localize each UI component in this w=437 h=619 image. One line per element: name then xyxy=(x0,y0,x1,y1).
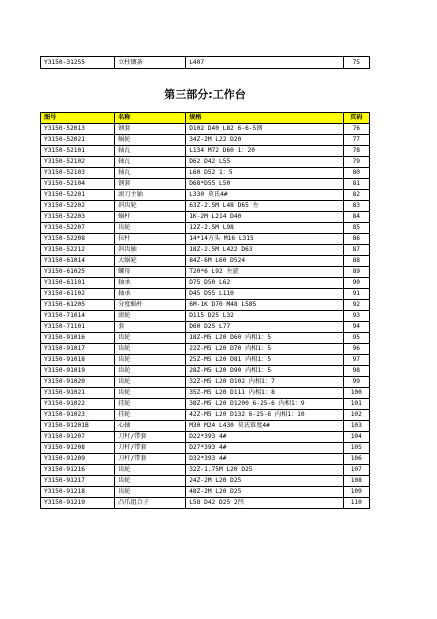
page-number: 92 xyxy=(343,300,369,311)
part-code: Y3150-91217 xyxy=(41,476,115,487)
part-code: Y3150-52212 xyxy=(41,245,115,256)
part-code: Y3150-91218 xyxy=(41,487,115,498)
page-number: 97 xyxy=(343,355,369,366)
part-name: 刀杆/带套 xyxy=(115,454,186,465)
table-row xyxy=(41,223,370,234)
part-code: Y3150-52013 xyxy=(41,124,115,135)
part-spec: 6M-1K D70 M48 L585 xyxy=(186,300,343,311)
part-spec: 32Z-M5 L20 D102 内相1：7 xyxy=(186,377,343,388)
part-name: 轴承 xyxy=(115,289,186,300)
table-row xyxy=(41,388,370,399)
part-code: Y3150-91020 xyxy=(41,377,115,388)
page-number: 80 xyxy=(343,168,369,179)
part-code: Y3150-52208 xyxy=(41,234,115,245)
part-name: 齿轮 xyxy=(115,388,186,399)
table-row xyxy=(41,454,370,465)
part-name: 斜齿轴 xyxy=(115,245,186,256)
page-number: 103 xyxy=(343,421,369,432)
page-number: 94 xyxy=(343,322,369,333)
part-code: Y3150-91022 xyxy=(41,399,115,410)
table-row xyxy=(41,366,370,377)
table-row xyxy=(41,256,370,267)
page-number: 85 xyxy=(343,223,369,234)
part-code: Y3150-71101 xyxy=(41,322,115,333)
part-spec: 42Z-M5 L20 D132 6-25-6 内相1：10 xyxy=(186,410,343,421)
page-number: 84 xyxy=(343,212,369,223)
table-row xyxy=(41,201,370,212)
page-number: 89 xyxy=(343,267,369,278)
part-spec: L134 M72 D60 1：20 xyxy=(186,146,343,157)
table-row xyxy=(41,311,370,322)
part-name: 齿轮 xyxy=(115,333,186,344)
part-spec: D60 D25 L77 xyxy=(186,322,343,333)
page-number: 109 xyxy=(343,487,369,498)
part-spec: D102 D40 L82 6-6-5钢 xyxy=(186,124,343,135)
part-code: Y3150-91023 xyxy=(41,410,115,421)
part-spec: 22Z-M5 L20 D70 内相1：5 xyxy=(186,344,343,355)
page-number: 106 xyxy=(343,454,369,465)
table-row xyxy=(41,168,370,179)
table-row xyxy=(41,410,370,421)
part-name: 钢套 xyxy=(115,179,186,190)
part-code: Y3150-52203 xyxy=(41,212,115,223)
part-spec: 63Z-2.5M L48 D65 左 xyxy=(186,201,343,212)
page-number: 98 xyxy=(343,366,369,377)
table-row xyxy=(41,344,370,355)
page-number: 102 xyxy=(343,410,369,421)
page-number: 99 xyxy=(343,377,369,388)
part-spec: 24Z-2M L20 D25 xyxy=(186,476,343,487)
table-header-row xyxy=(41,113,370,124)
part-code: Y3150-61205 xyxy=(41,300,115,311)
page-number: 105 xyxy=(343,443,369,454)
part-name: 刀杆/带套 xyxy=(115,432,186,443)
part-name: 轴瓦 xyxy=(115,157,186,168)
part-spec: 38Z-M5 L20 D1200 6-25-6 内相1：9 xyxy=(186,399,343,410)
part-code: Y3150-91216 xyxy=(41,465,115,476)
part-spec: 84Z-6M L60 D524 xyxy=(186,256,343,267)
part-spec: 34Z-2M L22 D20 xyxy=(186,135,343,146)
table-row xyxy=(41,476,370,487)
part-name: 分度蜗杆 xyxy=(115,300,186,311)
table-row xyxy=(41,498,370,509)
part-name: 齿轮 xyxy=(115,223,186,234)
part-code: Y3150-52202 xyxy=(41,201,115,212)
part-spec: D45 D55 L110 xyxy=(186,289,343,300)
page-number: 95 xyxy=(343,333,369,344)
part-name: 轴承 xyxy=(115,278,186,289)
table-row xyxy=(41,432,370,443)
page-number: 75 xyxy=(343,57,369,69)
table-row xyxy=(41,57,370,69)
part-spec: 14*14方头 M16 L315 xyxy=(186,234,343,245)
part-name: 齿轮 xyxy=(115,377,186,388)
part-spec: L407 xyxy=(186,57,343,69)
part-name: 拉杆 xyxy=(115,234,186,245)
part-name: 滚刀主轴 xyxy=(115,190,186,201)
page-number: 82 xyxy=(343,190,369,201)
table-row xyxy=(41,333,370,344)
table-row xyxy=(41,377,370,388)
part-name: 凸爪组合子 xyxy=(115,498,186,509)
table-row xyxy=(41,322,370,333)
table-row xyxy=(41,487,370,498)
part-code: Y3150-91207 xyxy=(41,432,115,443)
part-name: 套 xyxy=(115,322,186,333)
part-code: Y3150-52104 xyxy=(41,179,115,190)
page-number: 108 xyxy=(343,476,369,487)
part-code: Y3150-61014 xyxy=(41,256,115,267)
part-spec: M30 M24 L430 莫氏锥度4# xyxy=(186,421,343,432)
table-row xyxy=(41,421,370,432)
part-code: Y3150-52101 xyxy=(41,146,115,157)
part-name: 斜齿轮 xyxy=(115,201,186,212)
part-spec: 32Z-1.75M L20 D25 xyxy=(186,465,343,476)
part-code: Y3150-91021 xyxy=(41,388,115,399)
header-page: 页码 xyxy=(343,113,369,124)
part-spec: 12Z-2.5M L98 xyxy=(186,223,343,234)
part-spec: 25Z-M5 L20 D81 内相1：5 xyxy=(186,355,343,366)
part-name: 蜗轮 xyxy=(115,135,186,146)
part-spec: D62 D42 L55 xyxy=(186,157,343,168)
part-code: Y3150-52103 xyxy=(41,168,115,179)
page-number: 87 xyxy=(343,245,369,256)
page-number: 83 xyxy=(343,201,369,212)
part-name: 立柱镶条 xyxy=(115,57,186,69)
table-row xyxy=(41,278,370,289)
table-row xyxy=(41,399,370,410)
page-number: 79 xyxy=(343,157,369,168)
part-name: 轴瓦 xyxy=(115,146,186,157)
part-spec: D27*393 4# xyxy=(186,443,343,454)
page-number: 88 xyxy=(343,256,369,267)
part-code: Y3150-61102 xyxy=(41,289,115,300)
part-spec: D115 D25 L32 xyxy=(186,311,343,322)
part-code: Y3150-91016 xyxy=(41,333,115,344)
part-code: Y3150-91208 xyxy=(41,443,115,454)
table-row xyxy=(41,146,370,157)
part-name: 轴瓦 xyxy=(115,168,186,179)
part-name: 挂轮 xyxy=(115,399,186,410)
table-row xyxy=(41,267,370,278)
page-number: 96 xyxy=(343,344,369,355)
part-name: 齿轮 xyxy=(115,366,186,377)
section-title: 第三部分:工作台 xyxy=(164,88,246,101)
part-spec: L58 D42 D25 2凹 xyxy=(186,498,343,509)
header-code: 图号 xyxy=(41,113,115,124)
header-spec: 规格 xyxy=(186,113,343,124)
table-row xyxy=(41,300,370,311)
page-number: 101 xyxy=(343,399,369,410)
part-code: Y3150-91209 xyxy=(41,454,115,465)
part-name: 螺母 xyxy=(115,267,186,278)
part-code: Y3150-31255 xyxy=(41,57,115,69)
part-spec: L60 D52 1：5 xyxy=(186,168,343,179)
part-name: 齿轮 xyxy=(115,465,186,476)
part-code: Y3150-52201 xyxy=(41,190,115,201)
page-number: 91 xyxy=(343,289,369,300)
table-row xyxy=(41,465,370,476)
table-row xyxy=(41,135,370,146)
page-number: 110 xyxy=(343,498,369,509)
part-name: 齿轮 xyxy=(115,476,186,487)
table-row xyxy=(41,212,370,223)
table-row xyxy=(41,245,370,256)
part-name: 齿轮 xyxy=(115,487,186,498)
part-name: 大蜗轮 xyxy=(115,256,186,267)
table-row xyxy=(41,124,370,135)
part-spec: D32*393 4# xyxy=(186,454,343,465)
table-row xyxy=(41,157,370,168)
table-row xyxy=(41,289,370,300)
table-row xyxy=(41,355,370,366)
page-number: 104 xyxy=(343,432,369,443)
part-spec: 28Z-M5 L20 D90 内相1：5 xyxy=(186,366,343,377)
page-number: 90 xyxy=(343,278,369,289)
page-number: 100 xyxy=(343,388,369,399)
part-spec: 48Z-2M L20 D25 xyxy=(186,487,343,498)
part-spec: D75 D50 L62 xyxy=(186,278,343,289)
part-code: Y3150-91017 xyxy=(41,344,115,355)
part-spec: D68*D55 L50 xyxy=(186,179,343,190)
part-spec: 35Z-M5 L20 D111 内相1：8 xyxy=(186,388,343,399)
part-code: Y3150-91219 xyxy=(41,498,115,509)
page-number: 93 xyxy=(343,311,369,322)
header-name: 名称 xyxy=(115,113,186,124)
part-code: Y3150-61101 xyxy=(41,278,115,289)
part-code: Y3150-91201B xyxy=(41,421,115,432)
part-spec: 18Z-2.5M L422 D63 xyxy=(186,245,343,256)
part-spec: 1K-2M L214 D40 xyxy=(186,212,343,223)
previous-section-table xyxy=(40,56,370,69)
part-name: 齿轮 xyxy=(115,344,186,355)
page-number: 107 xyxy=(343,465,369,476)
part-name: 刀杆/带套 xyxy=(115,443,186,454)
parts-table xyxy=(40,112,370,509)
part-spec: L330 莫氏4# xyxy=(186,190,343,201)
page-number: 81 xyxy=(343,179,369,190)
part-spec: D22*393 4# xyxy=(186,432,343,443)
part-name: 齿轮 xyxy=(115,355,186,366)
part-name: 挂轮 xyxy=(115,410,186,421)
part-name: 滚轮 xyxy=(115,311,186,322)
part-code: Y3150-91019 xyxy=(41,366,115,377)
page-number: 77 xyxy=(343,135,369,146)
part-code: Y3150-91018 xyxy=(41,355,115,366)
part-code: Y3150-52102 xyxy=(41,157,115,168)
part-name: 心轴 xyxy=(115,421,186,432)
part-code: Y3150-52207 xyxy=(41,223,115,234)
table-row xyxy=(41,234,370,245)
page-number: 76 xyxy=(343,124,369,135)
table-row xyxy=(41,443,370,454)
part-name: 蜗杆 xyxy=(115,212,186,223)
part-code: Y3150-71014 xyxy=(41,311,115,322)
page-number: 78 xyxy=(343,146,369,157)
table-row xyxy=(41,190,370,201)
part-spec: 18Z-M5 L20 D60 内相1：5 xyxy=(186,333,343,344)
table-row xyxy=(41,179,370,190)
part-code: Y3150-61025 xyxy=(41,267,115,278)
part-code: Y3150-52021 xyxy=(41,135,115,146)
part-name: 钢套 xyxy=(115,124,186,135)
page-number: 86 xyxy=(343,234,369,245)
part-spec: T20*6 L92 左旋 xyxy=(186,267,343,278)
